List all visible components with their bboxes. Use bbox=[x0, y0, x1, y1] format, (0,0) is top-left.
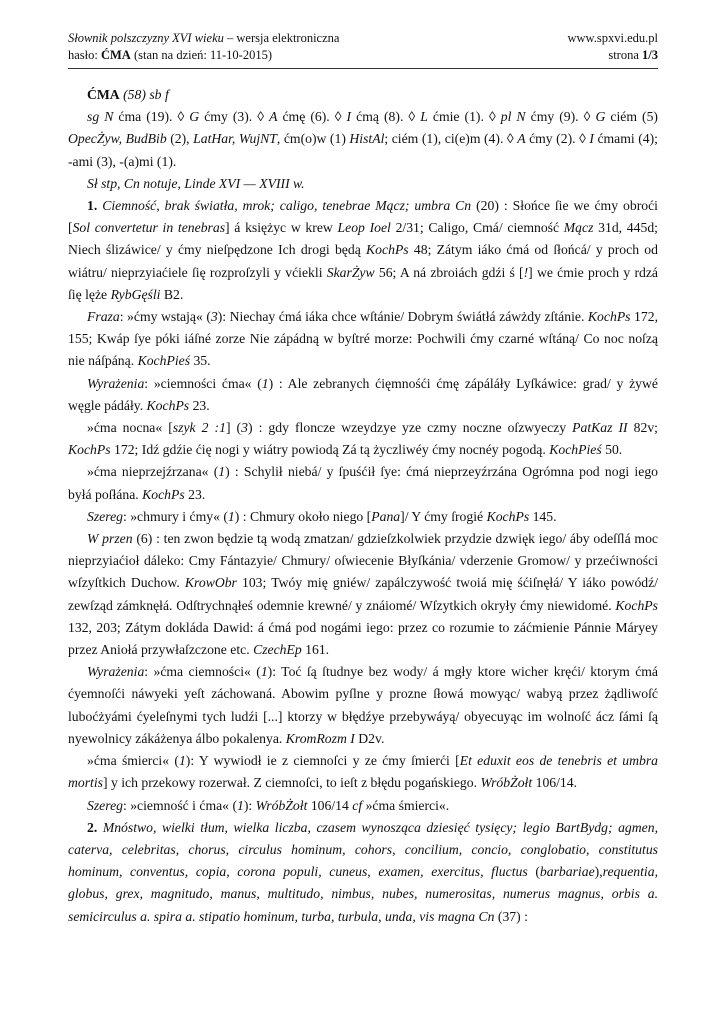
text-run: : »chmury i ćmy« ( bbox=[122, 508, 228, 524]
text-run: sg N bbox=[87, 109, 114, 125]
text-run: 161. bbox=[301, 642, 330, 658]
text-run: 35. bbox=[190, 353, 211, 369]
text-run: ciém (5) bbox=[605, 109, 658, 125]
text-run: KochPs bbox=[366, 242, 409, 258]
text-run: ćmy (3). ◊ bbox=[199, 109, 270, 125]
text-run: WróbŻołt bbox=[255, 797, 308, 813]
text-run: »ćma nieprzejźrzana« ( bbox=[87, 464, 219, 480]
text-run: 31d, 445d; Niech ślizáwice/ y ćmy nieſpędzone Ich drogi będą bbox=[68, 220, 658, 258]
text-run: ćmę (6). ◊ bbox=[277, 109, 347, 125]
entry-paragraph bbox=[68, 417, 658, 461]
text-run: 1 bbox=[227, 508, 235, 524]
text-run: WróbŻołt bbox=[480, 775, 533, 791]
text-run: ćmą (8). ◊ bbox=[351, 109, 421, 125]
text-run: ) : Ale zebranych ćięmnośći ćmę zápáláły Lyſkáwice: grad/ y żywé węgle pádáły. bbox=[68, 375, 658, 413]
text-run: 23. bbox=[189, 397, 210, 413]
text-run: (37) : bbox=[494, 908, 528, 924]
text-run: Pana bbox=[371, 508, 401, 524]
text-run: Wyrażenia bbox=[87, 375, 145, 391]
text-run: KochPieś bbox=[549, 442, 602, 458]
text-run: 2/31; Caligo, Cmá/ ciemność bbox=[390, 220, 564, 236]
text-run: KochPs bbox=[146, 397, 190, 413]
text-run: PatKaz II bbox=[572, 420, 628, 436]
text-run: Szereg bbox=[87, 797, 123, 813]
text-run: KromRozm I bbox=[285, 730, 355, 746]
dictionary-title-italic: Słownik polszczyzny XVI wieku bbox=[68, 31, 224, 45]
text-run: 3 bbox=[241, 420, 248, 436]
text-run: »ćma śmierci«. bbox=[362, 797, 450, 813]
entry-word: ĆMA bbox=[100, 48, 131, 62]
text-run: 172, 155; Kwáp ſye póki iáſné zorze Nie zápádną w byſtré morze: Pochwili ćmy czarné wſtáną/ Co noc noſzą nie náſpáną. bbox=[68, 309, 659, 369]
entry-info bbox=[68, 47, 272, 64]
text-run: 82v; bbox=[627, 420, 658, 436]
text-run: 3 bbox=[210, 309, 218, 325]
text-run: Wyrażenia bbox=[87, 664, 145, 680]
entry-paragraph bbox=[68, 661, 658, 750]
text-run: 132, 203; Zátym dokláda Dawid: á ćmá pod nogámi iego: przez co rozumie to záćmienie Pánnie Máryey przez Aniołá przywłaſzczone etc. bbox=[68, 619, 658, 658]
text-run: (6) : ten zwon będzie tą wodą zmatzan/ gdzieſzkolwiek przydzie dzwięk iego/ áby odeſſlá moc nieprzyiaćioł dáleko: Cmy Fántazyie/ Chmury/ oſwiecenie Błyſkánia/ vderzenie Gromow/ y przećiwności wſzyſtkich Duchow. bbox=[68, 531, 658, 591]
text-run: cf bbox=[352, 797, 363, 813]
text-run: : »ćma ciemności« ( bbox=[144, 664, 261, 680]
text-run: Sol convertetur in tenebras bbox=[72, 220, 226, 236]
entry-label: hasło: bbox=[68, 48, 101, 62]
text-run: Szereg bbox=[87, 508, 123, 524]
text-run: Et eduxit eos de tenebris et umbra mortis bbox=[68, 753, 658, 791]
text-run: ) : Chmury około niego [ bbox=[234, 508, 372, 524]
entry-paragraph bbox=[68, 84, 658, 106]
text-run: ćma (19). ◊ bbox=[113, 109, 190, 125]
dictionary-title-rest: – wersja elektroniczna bbox=[223, 31, 340, 45]
text-run: ; ciém (1), ci(e)m (4). ◊ bbox=[384, 131, 518, 147]
text-run: (20) : Słońce ſie we ćmy obroći [ bbox=[68, 198, 658, 236]
text-run: L bbox=[420, 109, 428, 125]
text-run: 1 bbox=[261, 375, 269, 391]
text-run: Mącz bbox=[563, 220, 594, 236]
text-run: »ćma nocna« [ bbox=[87, 420, 173, 436]
text-run: Ciemność, brak światła, mrok; caligo, tenebrae Mącz; umbra Cn bbox=[97, 198, 472, 214]
page-indicator bbox=[608, 47, 658, 64]
entry-paragraph bbox=[68, 106, 658, 173]
entry-paragraph bbox=[68, 306, 658, 373]
entry-paragraph bbox=[68, 528, 658, 661]
text-run: I bbox=[346, 109, 352, 125]
page-number: 1/3 bbox=[642, 48, 658, 62]
text-run: KochPs bbox=[142, 486, 185, 502]
text-run: W przen bbox=[87, 531, 133, 547]
entry-date: (stan na dzień: 11-10-2015) bbox=[130, 48, 273, 62]
text-run: »ćma śmierci« ( bbox=[87, 753, 179, 769]
text-run: 103; Twóy mię gniéw/ zapálczywość twoiá mię śćiſnęłá/ Y iáko powódź/ zewſząd zámknęłá. Odſtrychnąłeś odemnie krewné/ y znáiomé/ Wſzytkich okryły ćmy niewidomé. bbox=[68, 575, 659, 613]
text-run: ćmami (4); -ami (3), -(a)mi (1). bbox=[68, 131, 658, 169]
text-run: requentia, globus, grex, magnitudo, manus, multitudo, nimbus, nubes, numerositas, numerus magnus, orbis a. semicirculus a. spira a. stipatio hominum, turba, turbula, unda, vis magna Cn bbox=[68, 864, 658, 924]
text-run: HistAl bbox=[349, 131, 385, 147]
text-run: ] y ich przekowy rozerwał. Z ciemnoſci, to ieſt z błędu pogańskiego. bbox=[103, 775, 481, 791]
text-run: LatHar, WujNT bbox=[193, 131, 277, 147]
text-run: KochPs bbox=[68, 442, 111, 458]
text-run: ćmie (1). ◊ bbox=[427, 109, 501, 125]
text-run: : »ćmy wstają« ( bbox=[119, 309, 211, 325]
text-run: pl N bbox=[500, 109, 526, 125]
text-run: A bbox=[269, 109, 278, 125]
text-run: D2v. bbox=[354, 730, 385, 746]
text-run: Fraza bbox=[87, 309, 120, 325]
text-run: 1 bbox=[218, 464, 226, 480]
dictionary-title bbox=[68, 30, 339, 47]
text-run: ćmy (2). ◊ bbox=[525, 131, 590, 147]
entry-paragraph bbox=[68, 750, 658, 794]
text-run: 172; Idź gdźie ćię nogi y wiátry powiodą Zá tą życzliwéy ćmy nocnéy pogodą. bbox=[110, 442, 550, 458]
text-run: ćmy (9). ◊ bbox=[525, 109, 596, 125]
header-divider bbox=[68, 68, 658, 69]
text-run: CzechEp bbox=[253, 642, 302, 658]
text-run: KochPs bbox=[486, 508, 530, 524]
page-label: strona bbox=[608, 48, 643, 62]
text-run: ! bbox=[523, 264, 529, 280]
entry-paragraph bbox=[68, 795, 658, 817]
text-run: ): Niechay ćmá iáka chce wſtánie/ Dobrym świátłá záwżdy zſtánie. bbox=[217, 309, 588, 325]
text-run: KrowObr bbox=[184, 575, 237, 591]
text-run: ] we ćmie proch y rdzá ſię lęże bbox=[68, 264, 659, 302]
text-run: 106/14 bbox=[307, 797, 353, 813]
text-run: ): Toć ſą ſtudnye bez wody/ á mgły ktore wicher kręći/ ktorym ćmá ćyemnoſći náwyeki yeſt záchowaná. Abowim pyſlne y prozne ſłowá mowyąc/ wabyą przez żądliwoſć luboćżyámi ćyeleſnymi tych ludźi [...] ktorzy w błędźye przebywáyą/ obyecuyąc im wolnoſć ácz ſámi ſą nyewolnicy zákáżenya álbo pokalenya. bbox=[68, 664, 658, 746]
text-run: 1 bbox=[237, 797, 244, 813]
text-run: (2), bbox=[166, 131, 194, 147]
entry-paragraph bbox=[68, 461, 658, 505]
site-url[interactable]: www.spxvi.edu.pl bbox=[567, 31, 658, 45]
text-run: Leop Ioel bbox=[337, 220, 391, 236]
text-run: KochPs bbox=[587, 309, 631, 325]
text-run: : »ciemności ćma« ( bbox=[144, 375, 262, 391]
text-run: ) : gdy floncze wzeydzye yze czmy noczne oſzwyeczy bbox=[247, 420, 573, 436]
text-run: Mnóstwo, wielki tłum, wielka liczba, czasem wynosząca dziesięć tysięcy; legio BartBydg; agmen, caterva, celebritas, chorus, circulus hominum, cohors, concilium, concio, conglobatio, constitutus hominum, conventus, copia, corona populi, cuneus, examen, exercitus, fluctus bbox=[68, 819, 658, 880]
page-header bbox=[68, 30, 658, 64]
text-run: OpecŻyw, BudBib bbox=[68, 131, 167, 147]
text-run: barbariae bbox=[539, 864, 595, 880]
text-run: KochPieś bbox=[137, 353, 191, 369]
text-run: SkarŻyw bbox=[326, 264, 375, 280]
text-run: ), bbox=[594, 864, 603, 880]
text-run: szyk 2 :1 bbox=[172, 420, 226, 436]
text-run: I bbox=[589, 131, 594, 147]
text-run: 1 bbox=[178, 753, 186, 769]
text-run: ): Y wywiodł ie z ciemnoſci y ze ćmy ſmierći [ bbox=[185, 753, 460, 769]
entry-paragraph bbox=[68, 173, 658, 195]
entry-paragraph bbox=[68, 195, 658, 306]
entry-body bbox=[68, 84, 658, 928]
text-run: 48; Zátym iáko ćmá od ſłońcá/ y proch od wiátru/ nieprzyiaćiele ſię rozproſzyli y vćiekli bbox=[68, 242, 658, 280]
text-run: ] ( bbox=[225, 420, 242, 436]
text-run: ( bbox=[527, 864, 540, 880]
text-run: 106/14. bbox=[532, 775, 578, 791]
text-run: ĆMA bbox=[87, 87, 120, 102]
text-run: 1. bbox=[87, 198, 98, 214]
text-run: ): bbox=[243, 797, 256, 813]
text-run: 56; A ná zbroiách gdźi ś [ bbox=[374, 264, 524, 280]
text-run: 23. bbox=[184, 486, 206, 502]
text-run: 145. bbox=[529, 508, 557, 524]
header-row-top bbox=[68, 30, 658, 47]
text-run: : »ciemność i ćma« ( bbox=[122, 797, 238, 813]
text-run: , ćm(o)w (1) bbox=[276, 131, 350, 147]
text-run: G bbox=[595, 109, 606, 125]
text-run: 2. bbox=[87, 819, 98, 835]
text-run: RybGęśli bbox=[110, 286, 161, 302]
text-run: ) : Schylił niebá/ y ſpuśćił ſye: ćmá nieprzeyźrzána Ogrómna pod nogi iego byłá poſłána. bbox=[68, 464, 659, 502]
text-run: ]/ Y ćmy ſrogié bbox=[400, 508, 487, 524]
text-run: B2. bbox=[160, 286, 184, 302]
text-run: 1 bbox=[260, 664, 268, 680]
entry-paragraph bbox=[68, 506, 658, 528]
text-run: ] á księżyc w krew bbox=[225, 220, 338, 236]
text-run: 50. bbox=[601, 442, 623, 458]
text-run: G bbox=[189, 109, 200, 125]
text-run: (58) sb f bbox=[119, 87, 169, 102]
header-row-bottom bbox=[68, 47, 658, 64]
text-run: KochPs bbox=[615, 597, 658, 613]
entry-paragraph bbox=[68, 817, 658, 928]
text-run: Sł stp, Cn notuje, Linde XVI — XVIII w. bbox=[87, 175, 305, 191]
entry-paragraph bbox=[68, 373, 658, 417]
text-run: A bbox=[517, 131, 526, 147]
